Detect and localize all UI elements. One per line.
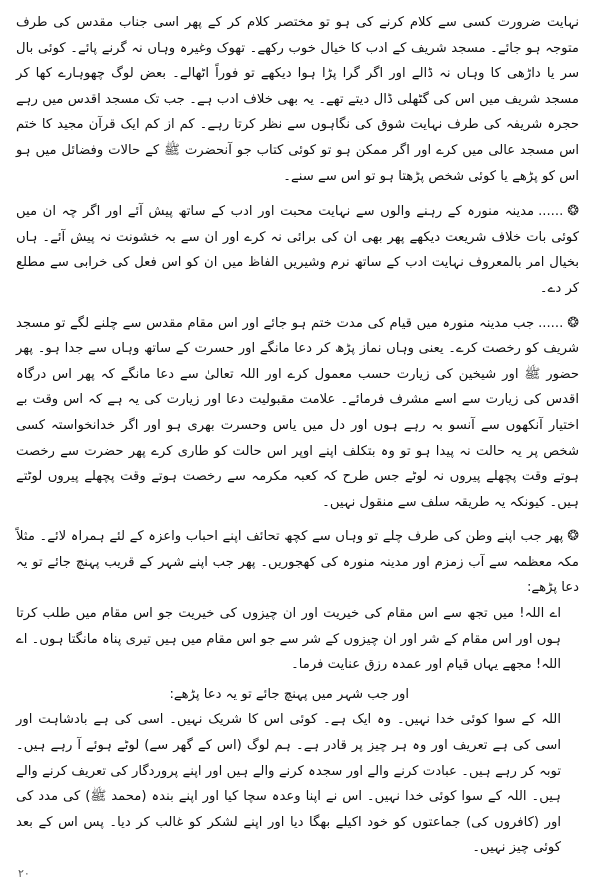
dua-heading: اور جب شہر میں پہنچ جائے تو یہ دعا پڑھے: xyxy=(169,686,409,702)
flower-marker-icon: ❂ xyxy=(567,528,579,545)
paragraph-farewell xyxy=(16,311,579,516)
flower-marker-icon: ❂ xyxy=(567,314,579,331)
paragraph-return-home xyxy=(16,524,579,601)
dots-separator: ...... xyxy=(538,204,564,220)
dua-before-city: اے اللہ! میں تجھ سے اس مقام کی خیریت اور ان چیزوں کی خیریت جو اس مقام میں طلب کرتا ہوں اور اس مقام کے شر اور ان چیزوں کے شر سے جو اس مقام میں ہیں تیری پناہ مانگتا ہوں۔ اے اللہ! مجھے یہاں قیام اور عمدہ رزق عنایت فرما۔ xyxy=(16,606,561,673)
paragraph-text: مدینہ منورہ کے رہنے والوں سے نہایت محبت اور ادب کے ساتھ پیش آئے اور اگر چہ ان میں کوئی بات خلاف شریعت دیکھے پھر بھی ان کی برائی نہ کرے اور ان سے بہ خشونت نہ پیش آئے۔ ہاں بخیال امر بالمعروف نہایت ادب کے ساتھ نرم وشیریں الفاظ میں ان کو اس فعل کی خرابی سے مطلع کر دے۔ xyxy=(16,204,579,296)
dots-separator: ...... xyxy=(538,315,564,331)
paragraph-text: جب مدینہ منورہ میں قیام کی مدت ختم ہو جائے اور اس مقام مقدس سے چلنے لگے تو مسجد شریف کو رخصت کرے۔ یعنی وہاں نماز پڑھ کر دعا مانگے اور حسرت کے ساتھ وہاں سے جدا ہو۔ پھر حضور ﷺ اور شیخین کی زیارت حسب معمول کرے اور اللہ تعالیٰ سے دعا مانگے کہ پھر اس درگاہ اقدس کی زیارت سے اسے مشرف فرمائے۔ علامت مقبولیت دعا اور زیارت کی یہ ہے کہ اس وقت بے اختیار آنکھوں سے آنسو بہ رہے ہوں اور دل میں یاس وحسرت بھری ہو اور اگر خدانخواستہ کسی شخص پر یہ حالت نہ پیدا ہو تو وہ بتکلف اپنے اوپر اس حالت کو طاری کرے پھر حضرت سے رخصت ہوتے وقت پچھلے پیروں نہ لوٹے جس طرح کہ کعبہ مکرمہ سے رخصت ہوتے وقت پچھلے پیروں لوٹتے ہیں۔ کیونکہ یہ طریقہ سلف سے منقول نہیں۔ xyxy=(16,315,579,510)
page-number: ۲۰ xyxy=(18,867,30,880)
dua-in-city: اللہ کے سوا کوئی خدا نہیں۔ وہ ایک ہے۔ کوئی اس کا شریک نہیں۔ اسی کی ہے بادشاہت اور اسی کی ہے تعریف اور وہ ہر چیز پر قادر ہے۔ ہم لوگ (اس کے گھر سے) لوٹے ہوئے آ رہے ہیں۔ توبہ کر رہے ہیں۔ عبادت کرنے والے اور سجدہ کرنے والے ہیں اور اپنے پروردگار کی تعریف کرنے والے ہیں۔ اللہ کے سوا کوئی خدا نہیں۔ اس نے اپنا وعدہ سچا کیا اور اپنے بندہ (محمد ﷺ) کی مدد کی اور (کافروں کی) جماعتوں کو خود اکیلے بھگا دیا اور اپنے لشکر کو غالب کر دیا۔ پس اس کے بعد کوئی چیز نہیں۔ xyxy=(16,712,561,856)
flower-marker-icon: ❂ xyxy=(567,203,579,220)
paragraph-madinah-residents xyxy=(16,199,579,301)
paragraph-text: پھر جب اپنے وطن کی طرف چلے تو وہاں سے کچھ تحائف اپنے احباب واعزہ کے لئے ہمراہ لائے۔ مثلاً مکہ معظمہ سے آب زمزم اور مدینہ منورہ کی کھجوریں۔ پھر جب اپنے شہر کے قریب پہنچ جائے تو یہ دعا پڑھے: xyxy=(16,529,579,596)
paragraph-mosque-etiquette: نہایت ضرورت کسی سے کلام کرنے کی ہو تو مختصر کلام کر کے پھر اسی جناب مقدس کی طرف متوجہ ہو جائے۔ مسجد شریف کے ادب کا خیال خوب رکھے۔ تھوک وغیرہ وہاں نہ گرنے پائے۔ کوئی بال سر یا داڑھی کا وہاں نہ ڈالے اور اگر گرا پڑا ہوا دیکھے تو فوراً اٹھالے۔ بعض لوگ چھوہارے کھا کر مسجد شریف میں اس کی گٹھلی ڈال دیتے تھے۔ یہ بھی خلاف ادب ہے۔ جب تک مسجد اقدس میں رہے حجرہ شریفہ کی طرف نہایت شوق کی نگاہوں سے نظر کرتا رہے۔ کم از کم ایک قرآن مجید کا ختم اس مسجد عالی میں کرے اور اگر ممکن ہو تو کوئی کتاب جو آنحضرت ﷺ کے حالات وفضائل میں ہو اس کو پڑھے یا کوئی شخص پڑھتا ہو تو اس سے سنے۔ xyxy=(16,15,579,184)
